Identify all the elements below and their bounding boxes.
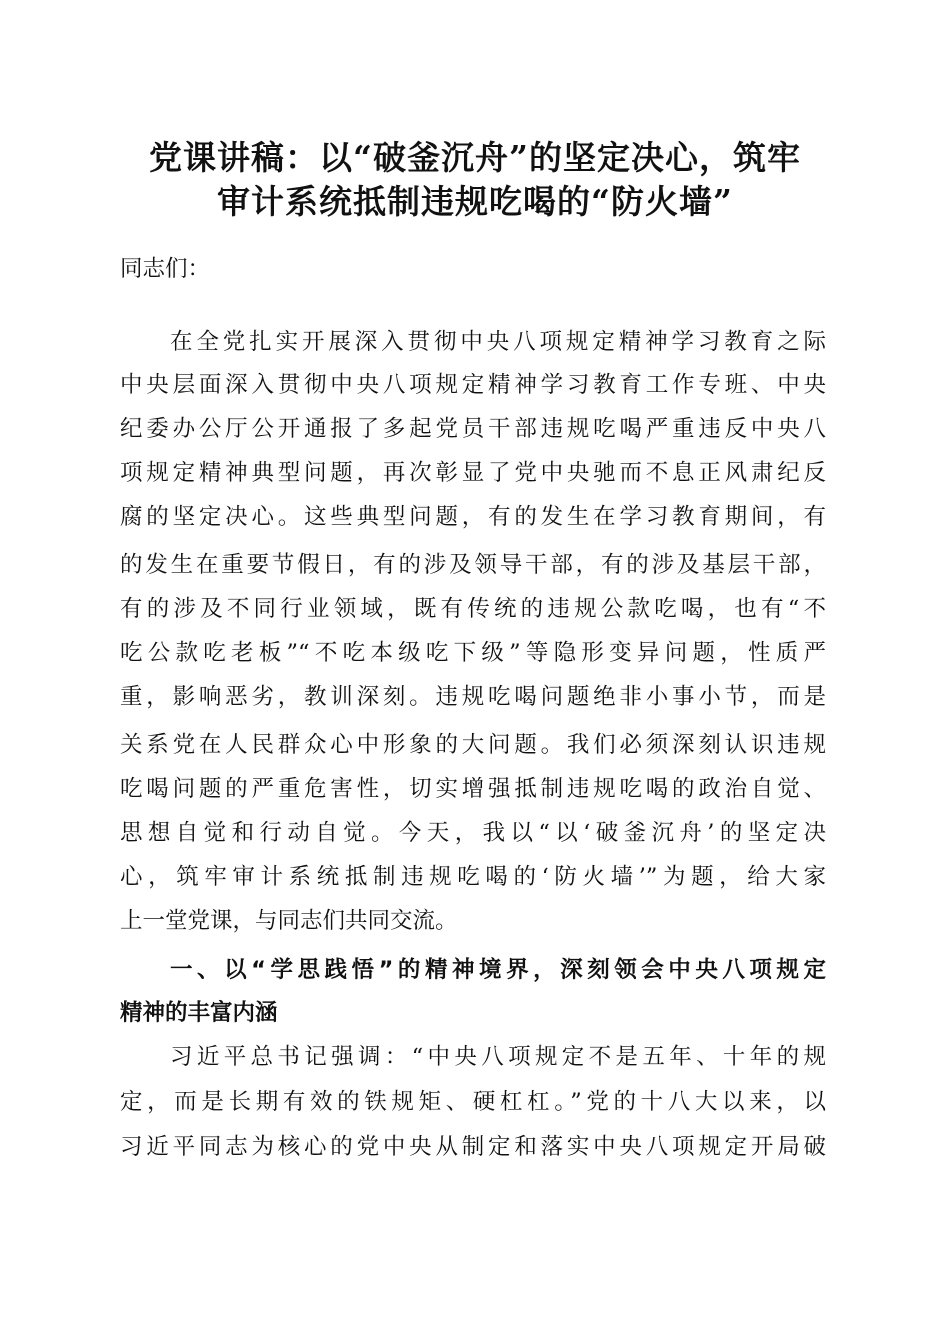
intro-line: 思想自觉和行动自觉。今天，我以“以‘破釜沉舟’的坚定决 (120, 820, 826, 846)
document-title-line-1: 党课讲稿：以“破釜沉舟”的坚定决心，筑牢 (149, 138, 801, 177)
intro-line: 重，影响恶劣，教训深刻。违规吃喝问题绝非小事小节，而是 (120, 684, 826, 710)
intro-line: 腐的坚定决心。这些典型问题，有的发生在学习教育期间，有 (120, 504, 826, 530)
intro-line: 中央层面深入贯彻中央八项规定精神学习教育工作专班、中央 (120, 372, 826, 398)
intro-line: 的发生在重要节假日，有的涉及领导干部，有的涉及基层干部， (120, 552, 826, 578)
document-title-line-2: 审计系统抵制违规吃喝的“防火墙” (217, 182, 733, 221)
intro-line: 纪委办公厅公开通报了多起党员干部违规吃喝严重违反中央八 (120, 416, 826, 442)
intro-line: 有的涉及不同行业领域，既有传统的违规公款吃喝，也有“不 (120, 596, 826, 622)
intro-line: 吃公款吃老板”“不吃本级吃下级”等隐形变异问题，性质严 (120, 640, 826, 666)
section-1-line: 习近平同志为核心的党中央从制定和落实中央八项规定开局破 (120, 1134, 826, 1160)
section-1-heading-line-1: 一、以“学思践悟”的精神境界，深刻领会中央八项规定 (170, 957, 826, 983)
intro-line: 项规定精神典型问题，再次彰显了党中央驰而不息正风肃纪反 (120, 460, 826, 486)
intro-line: 上一堂党课，与同志们共同交流。 (120, 908, 458, 934)
section-1-line: 习近平总书记强调：“中央八项规定不是五年、十年的规 (170, 1044, 826, 1070)
section-1-line: 定，而是长期有效的铁规矩、硬杠杠。”党的十八大以来，以 (120, 1089, 826, 1115)
intro-line: 心，筑牢审计系统抵制违规吃喝的‘防火墙’”为题，给大家 (120, 864, 826, 890)
salutation: 同志们： (120, 256, 211, 282)
intro-line: 关系党在人民群众心中形象的大问题。我们必须深刻认识违规 (120, 732, 826, 758)
section-1-heading-line-2: 精神的丰富内涵 (120, 1000, 278, 1026)
intro-line: 在全党扎实开展深入贯彻中央八项规定精神学习教育之际 (170, 329, 826, 355)
intro-line: 吃喝问题的严重危害性，切实增强抵制违规吃喝的政治自觉、 (120, 776, 826, 802)
